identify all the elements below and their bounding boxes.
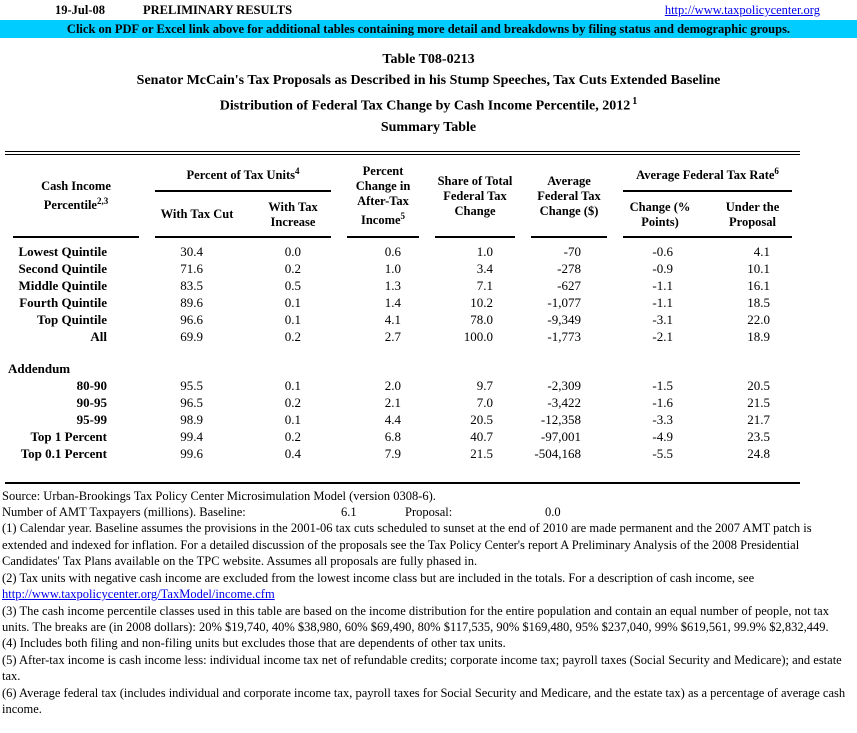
spacer-row — [5, 345, 800, 360]
row-label: Middle Quintile — [18, 277, 107, 293]
table-cell: 22.0 — [747, 311, 771, 327]
table-row — [5, 294, 800, 311]
table-cell: 78.0 — [470, 311, 494, 327]
table-cell: 18.9 — [747, 328, 771, 344]
table-cell: -97,001 — [540, 428, 582, 444]
table-cell: 2.7 — [384, 328, 402, 344]
table-row — [5, 394, 800, 411]
table-cell: 3.4 — [476, 260, 494, 276]
table-cell: 0.1 — [284, 294, 302, 310]
table-cell: 10.2 — [470, 294, 494, 310]
table-cell: -4.9 — [652, 428, 674, 444]
amt-proposal-label: Proposal: — [405, 505, 453, 520]
spacer-row — [5, 462, 800, 483]
addendum-row — [5, 360, 800, 377]
table-cell: -1.6 — [652, 394, 674, 410]
table-cell: 0.0 — [284, 243, 302, 259]
row-label: All — [90, 328, 107, 344]
tpc-site-link[interactable]: http://www.taxpolicycenter.org — [664, 3, 820, 17]
table-row — [5, 243, 800, 260]
table-cell: 18.5 — [747, 294, 771, 310]
table-cell: -278 — [557, 260, 582, 276]
table-cell: -0.9 — [652, 260, 674, 276]
table-row — [5, 377, 800, 394]
table-cell: 1.0 — [476, 243, 494, 259]
footnote-6: (6) Average federal tax (includes individual and corporate income tax, payroll taxes for Social Security and Medicare, and the estate tax) as a percentage of average cash income. — [2, 685, 846, 716]
footnote-1: (1) Calendar year. Baseline assumes the provisions in the 2001-06 tax cuts scheduled to sunset at the end of 2010 are made permanent and the 2007 AMT patch is extended and indexed for inflation. For a detailed discussion of the proposals see the Tax Policy Center's report A Preliminary Analysis of the 2008 Presidential Candidates' Tax Plans available on the TPC website. Assumes all proposals are fully phased in. — [2, 521, 812, 569]
table-cell: 4.4 — [384, 411, 402, 427]
table-cell: -0.6 — [652, 243, 674, 259]
table-cell: -9,349 — [547, 311, 582, 327]
footnotes-block — [2, 488, 855, 718]
col-group-header-average-federal-tax-rate: Average Federal Tax Rate$^6$ — [615, 153, 800, 192]
table-row — [5, 260, 800, 277]
table-cell: 0.1 — [284, 377, 302, 393]
footnote-4: (4) Includes both filing and non-filing units but excludes those that are dependents of other tax units. — [2, 636, 506, 651]
table-cell: 10.1 — [747, 260, 771, 276]
col-header-percent-change-after-tax-income: Percent Change in After-Tax Income$^5$ — [339, 153, 427, 238]
table-cell: 20.5 — [470, 411, 494, 427]
row-label: Top 1 Percent — [30, 428, 107, 444]
table-cell: 0.2 — [284, 328, 302, 344]
table-row — [5, 445, 800, 462]
title-block — [0, 49, 857, 138]
table-cell: 99.4 — [180, 428, 203, 444]
row-label: Second Quintile — [18, 260, 107, 276]
table-cell: 21.7 — [747, 411, 771, 427]
footnote-2: (2) Tax units with negative cash income are excluded from the lowest income class but are included in the totals. For a description of cash income, see — [2, 570, 755, 585]
table-cell: 7.1 — [476, 277, 494, 293]
date-text: 19-Jul-08 — [55, 3, 105, 17]
table-cell: -3.1 — [652, 311, 674, 327]
table-cell: 96.5 — [180, 394, 203, 410]
table-cell: 0.1 — [284, 411, 302, 427]
table-cell: 0.2 — [284, 260, 302, 276]
table-cell: 95.5 — [180, 377, 203, 393]
row-label: Fourth Quintile — [19, 294, 107, 310]
summary-table — [5, 151, 800, 484]
table-number: Table T08-0213 — [382, 52, 475, 67]
col-header-cash-income-percentile: Cash Income Percentile$^{2,3}$ — [5, 153, 147, 238]
table-cell: 0.6 — [384, 243, 402, 259]
table-cell: 20.5 — [747, 377, 771, 393]
table-cell: -1.1 — [652, 277, 674, 293]
table-subtitle: Distribution of Federal Tax Change by Cash Income Percentile, 2012 $^1$ — [219, 96, 638, 114]
table-cell: 24.8 — [747, 445, 771, 461]
info-banner-text: Click on PDF or Excel link above for additional tables containing more detail and breakdowns by filing status and demographic groups. — [66, 22, 791, 36]
table-cell: -1.5 — [652, 377, 674, 393]
amt-taxpayers-note — [2, 504, 855, 520]
table-cell: 7.9 — [384, 445, 402, 461]
table-cell: 1.0 — [384, 260, 402, 276]
table-row — [5, 311, 800, 328]
table-cell: -2.1 — [652, 328, 674, 344]
col-header-under-the-proposal: Under the Proposal — [705, 192, 800, 238]
amt-baseline-value: 6.1 — [341, 505, 357, 520]
col-header-share-of-total-federal-tax-change: Share of Total Federal Tax Change — [427, 153, 523, 238]
table-row — [5, 328, 800, 345]
table-cell: 40.7 — [470, 428, 494, 444]
table-cell: 7.0 — [476, 394, 494, 410]
table-cell: 9.7 — [476, 377, 494, 393]
table-cell: 99.6 — [180, 445, 203, 461]
table-cell: -5.5 — [652, 445, 674, 461]
preliminary-results-label: PRELIMINARY RESULTS — [143, 3, 293, 17]
table-cell: -1,773 — [547, 328, 582, 344]
table-cell: 16.1 — [747, 277, 771, 293]
table-title: Senator McCain's Tax Proposals as Described in his Stump Speeches, Tax Cuts Extended Baseline — [136, 73, 721, 88]
table-cell: -70 — [563, 243, 582, 259]
row-label: Top Quintile — [37, 311, 107, 327]
table-cell: -627 — [557, 277, 582, 293]
table-cell: 69.9 — [180, 328, 203, 344]
table-cell: 98.9 — [180, 411, 203, 427]
col-header-average-federal-tax-change: Average Federal Tax Change ($) — [523, 153, 615, 238]
table-cell: 1.4 — [384, 294, 402, 310]
table-cell: 0.1 — [284, 311, 302, 327]
footnote-5: (5) After-tax income is cash income less: individual income tax net of refundable credits; corporate income tax; payroll taxes (Social Security and Medicare); and estate tax. — [2, 652, 842, 684]
source-note: Source: Urban-Brookings Tax Policy Center Microsimulation Model (version 0308-6). — [2, 488, 436, 503]
table-cell: -504,168 — [534, 445, 582, 461]
table-cell: 21.5 — [747, 394, 771, 410]
table-cell: 6.8 — [384, 428, 402, 444]
table-cell: 89.6 — [180, 294, 203, 310]
table-cell: 96.6 — [180, 311, 203, 327]
amt-label: Number of AMT Taxpayers (millions). Baseline: — [2, 505, 246, 520]
row-label: 90-95 — [76, 394, 107, 410]
table-cell: 30.4 — [180, 243, 203, 259]
table-cell: 1.3 — [384, 277, 402, 293]
summary-table-label: Summary Table — [380, 119, 477, 135]
table-cell: 4.1 — [753, 243, 771, 259]
row-label: 80-90 — [76, 377, 107, 393]
info-banner — [0, 20, 857, 38]
table-cell: -2,309 — [547, 377, 582, 393]
header-bar — [0, 0, 857, 20]
table-cell: 0.2 — [284, 394, 302, 410]
table-cell: -3.3 — [652, 411, 674, 427]
col-group-header-percent-of-tax-units: Percent of Tax Units$^4$ — [147, 153, 339, 192]
table-cell: 2.1 — [384, 394, 402, 410]
table-cell: 0.5 — [284, 277, 302, 293]
table-cell: -1.1 — [652, 294, 674, 310]
income-definition-link[interactable]: http://www.taxpolicycenter.org/TaxModel/income.cfm — [2, 587, 275, 602]
table-cell: 71.6 — [180, 260, 203, 276]
table-cell: 23.5 — [747, 428, 771, 444]
col-header-with-tax-cut: With Tax Cut — [147, 192, 247, 238]
table-cell: 0.4 — [284, 445, 302, 461]
table-cell: -3,422 — [547, 394, 582, 410]
table-cell: -12,358 — [540, 411, 582, 427]
addendum-label: Addendum — [8, 360, 71, 376]
footnote-3: (3) The cash income percentile classes used in this table are based on the income distribution for the entire population and contain an equal number of people, not tax units. The breaks are (in 2008 dollars): 20% $19,740, 40% $38,980, 60% $69,490, 80% $117,535, 90% $169,480, 95% $237,040, 99% $619,561, 99.9% $2,832,449. — [2, 603, 829, 634]
table-cell: 0.2 — [284, 428, 302, 444]
table-row — [5, 277, 800, 294]
table-cell: -1,077 — [547, 294, 582, 310]
table-cell: 4.1 — [384, 311, 402, 327]
col-header-change-pct-points: Change (% Points) — [615, 192, 705, 238]
row-label: 95-99 — [76, 411, 107, 427]
row-label: Top 0.1 Percent — [20, 445, 107, 461]
row-label: Lowest Quintile — [18, 243, 107, 259]
table-cell: 83.5 — [180, 277, 203, 293]
table-row — [5, 428, 800, 445]
table-row — [5, 411, 800, 428]
table-cell: 100.0 — [463, 328, 494, 344]
table-cell: 21.5 — [470, 445, 494, 461]
amt-proposal-value: 0.0 — [545, 505, 561, 520]
table-cell: 2.0 — [384, 377, 402, 393]
col-header-with-tax-increase: With Tax Increase — [247, 192, 339, 238]
